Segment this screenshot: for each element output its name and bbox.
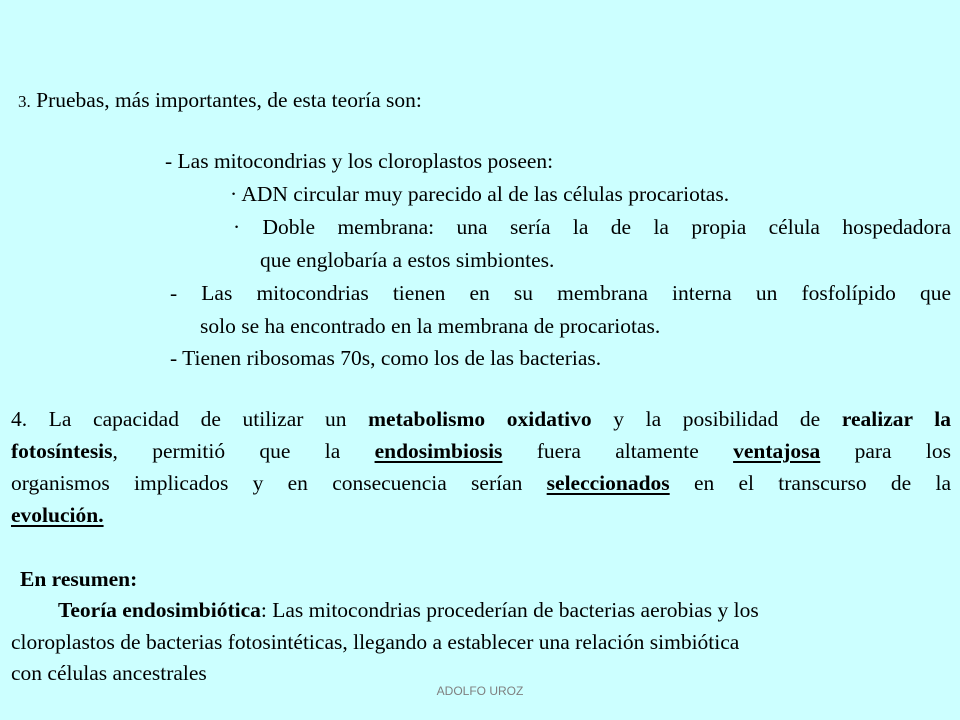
section4-underlined-term: evolución. — [11, 503, 104, 527]
section3-number: 3. — [18, 92, 31, 111]
section3-item3: - Tienen ribosomas 70s, como los de las bacterias. — [170, 346, 602, 370]
summary-text: : Las mitocondrias procederían de bacterias aerobias y los — [260, 598, 759, 622]
summary-line1 — [58, 597, 759, 623]
section4-line4 — [11, 502, 104, 528]
section3-sub1: · ADN circular muy parecido al de las células procariotas. — [230, 182, 730, 206]
section4-bold-term: fotosíntesis — [11, 439, 113, 463]
section3-item1: - Las mitocondrias y los cloroplastos poseen: — [165, 149, 554, 173]
section4-text: para los — [854, 439, 951, 463]
section4-text: organismos implicados y en consecuencia serían — [11, 471, 523, 495]
summary-heading — [20, 566, 137, 592]
section4-text: La capacidad de utilizar un — [48, 407, 347, 431]
summary-line2: cloroplastos de bacterias fotosintéticas, llegando a establecer una relación simbiótica — [11, 630, 740, 654]
summary-heading-text: En resumen: — [20, 567, 138, 591]
section4-underlined-term: ventajosa — [733, 439, 821, 463]
section4-underlined-term: endosimbiosis — [374, 439, 503, 463]
summary-line3: con células ancestrales — [11, 661, 207, 685]
section4-text: en el transcurso de la — [693, 471, 951, 495]
section4-number: 4. — [11, 407, 28, 431]
section4-bold-term: realizar la — [841, 407, 952, 431]
section3-heading — [18, 87, 422, 115]
section4-text: y la posibilidad de — [613, 407, 821, 431]
footer-author: ADOLFO UROZ — [436, 684, 524, 698]
section4-text: fuera altamente — [536, 439, 699, 463]
summary-term: Teoría endosimbiótica — [58, 598, 261, 622]
section4-text: , permitió que la — [112, 439, 341, 463]
section4-line1 — [11, 406, 951, 432]
section4-underlined-term: seleccionados — [546, 471, 670, 495]
section4-line3 — [11, 470, 951, 496]
section3-sub2-line1: · Doble membrana: una sería la de la propia célula hospedadora — [233, 215, 951, 239]
section3-item2-line2: solo se ha encontrado en la membrana de procariotas. — [200, 314, 661, 338]
section3-heading-text: Pruebas, más importantes, de esta teoría son: — [36, 88, 422, 112]
section4-line2-lead — [11, 439, 340, 463]
section3-sub2-line2: que englobaría a estos simbiontes. — [260, 248, 555, 272]
section4-line2 — [11, 438, 951, 464]
section3-item2-line1: - Las mitocondrias tienen en su membrana interna un fosfolípido que — [170, 281, 951, 305]
section4-bold-term: metabolismo oxidativo — [368, 407, 592, 431]
